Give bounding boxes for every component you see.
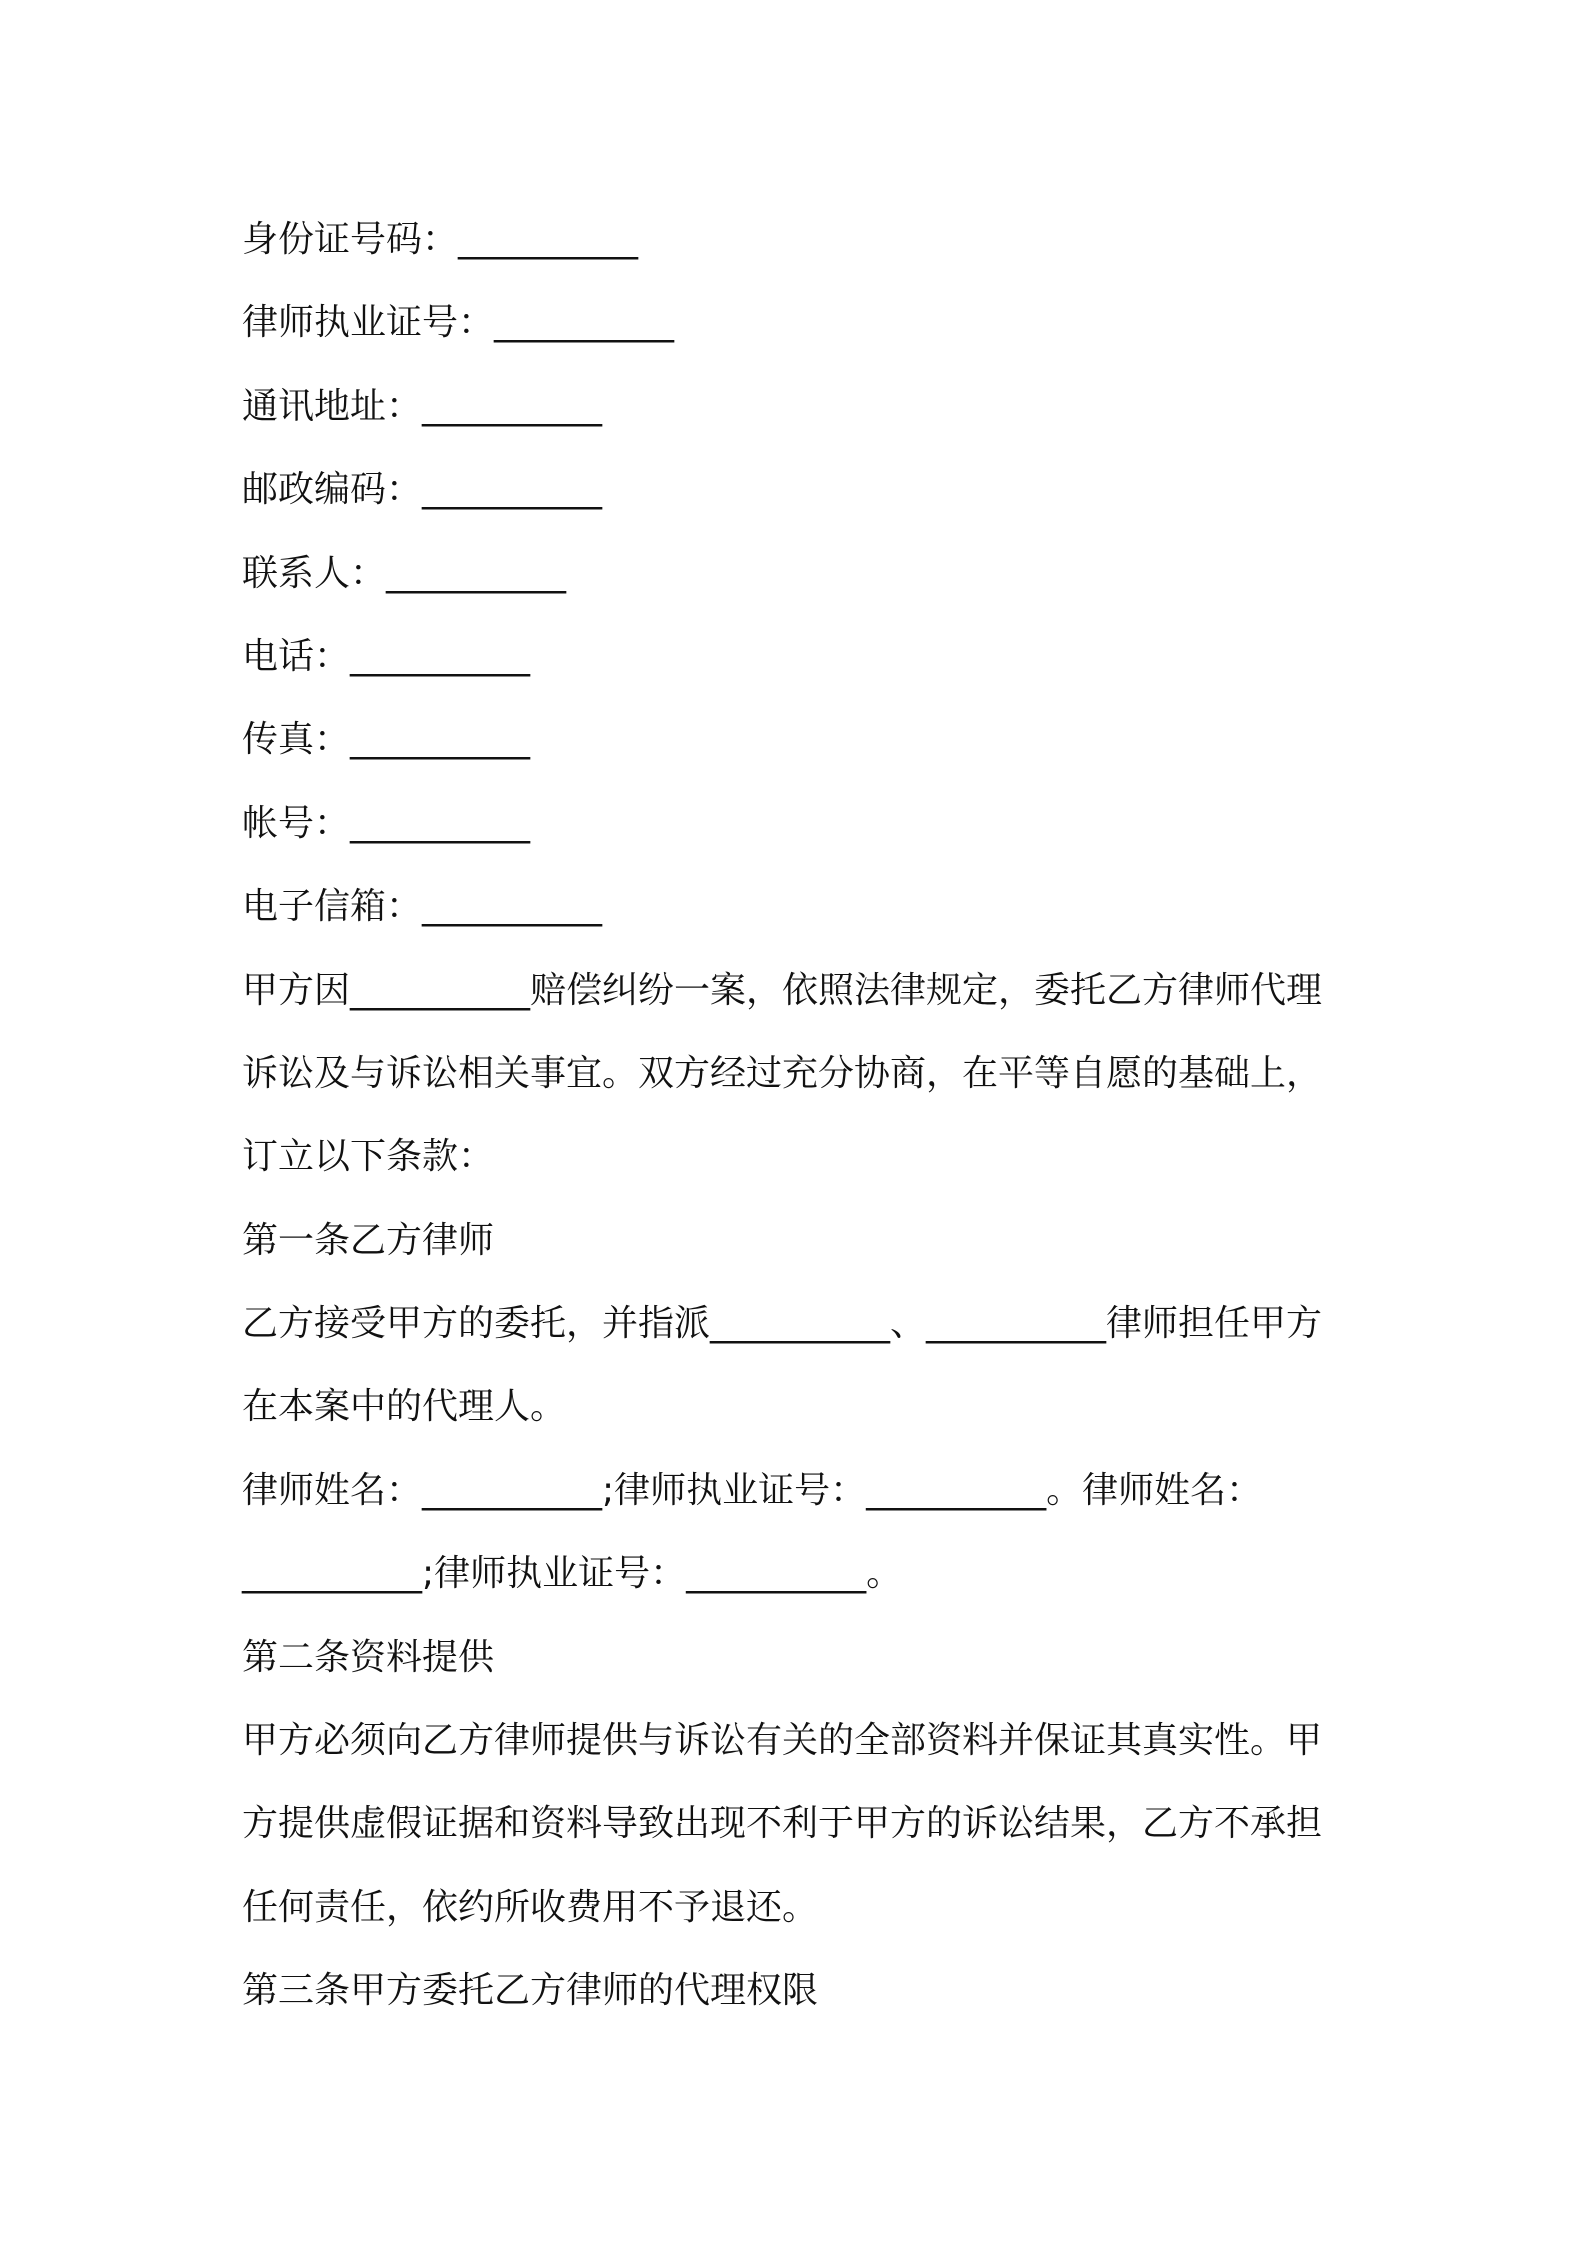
account-line: 帐号：__________ — [242, 802, 531, 844]
article-1-paragraph-line-1: 乙方接受甲方的委托，并指派__________、__________律师担任甲方 — [242, 1303, 1323, 1345]
article-1-paragraph-line-2: 在本案中的代理人。 — [242, 1386, 567, 1428]
phone-line: 电话：__________ — [242, 635, 531, 677]
address-line: 通讯地址：__________ — [242, 385, 603, 427]
article-2-heading: 第二条资料提供 — [242, 1636, 495, 1678]
lawyer-license-line: 律师执业证号：__________ — [242, 302, 675, 344]
intro-paragraph-line-2: 诉讼及与诉讼相关事宜。双方经过充分协商，在平等自愿的基础上， — [242, 1052, 1323, 1094]
lawyer-names-line-2: __________;律师执业证号：__________。 — [242, 1553, 903, 1595]
fax-line: 传真：__________ — [242, 719, 531, 761]
article-2-paragraph-line-2: 方提供虚假证据和资料导致出现不利于甲方的诉讼结果，乙方不承担 — [242, 1803, 1323, 1845]
article-2-paragraph-line-3: 任何责任，依约所收费用不予退还。 — [242, 1886, 819, 1928]
id-number-line: 身份证号码：__________ — [242, 219, 639, 260]
article-1-heading: 第一条乙方律师 — [242, 1219, 495, 1261]
article-3-heading: 第三条甲方委托乙方律师的代理权限 — [242, 1970, 819, 2012]
email-line: 电子信箱：__________ — [242, 886, 603, 928]
lawyer-names-line-1: 律师姓名：__________;律师执业证号：__________。律师姓名： — [242, 1469, 1263, 1511]
document-body — [242, 198, 1362, 2033]
article-2-paragraph-line-1: 甲方必须向乙方律师提供与诉讼有关的全部资料并保证其真实性。甲 — [242, 1720, 1323, 1762]
intro-paragraph-line-1: 甲方因__________赔偿纠纷一案，依照法律规定，委托乙方律师代理 — [242, 969, 1323, 1011]
postal-code-line: 邮政编码：__________ — [242, 469, 603, 511]
intro-paragraph-line-3: 订立以下条款： — [242, 1136, 495, 1178]
contact-person-line: 联系人：__________ — [242, 552, 567, 594]
